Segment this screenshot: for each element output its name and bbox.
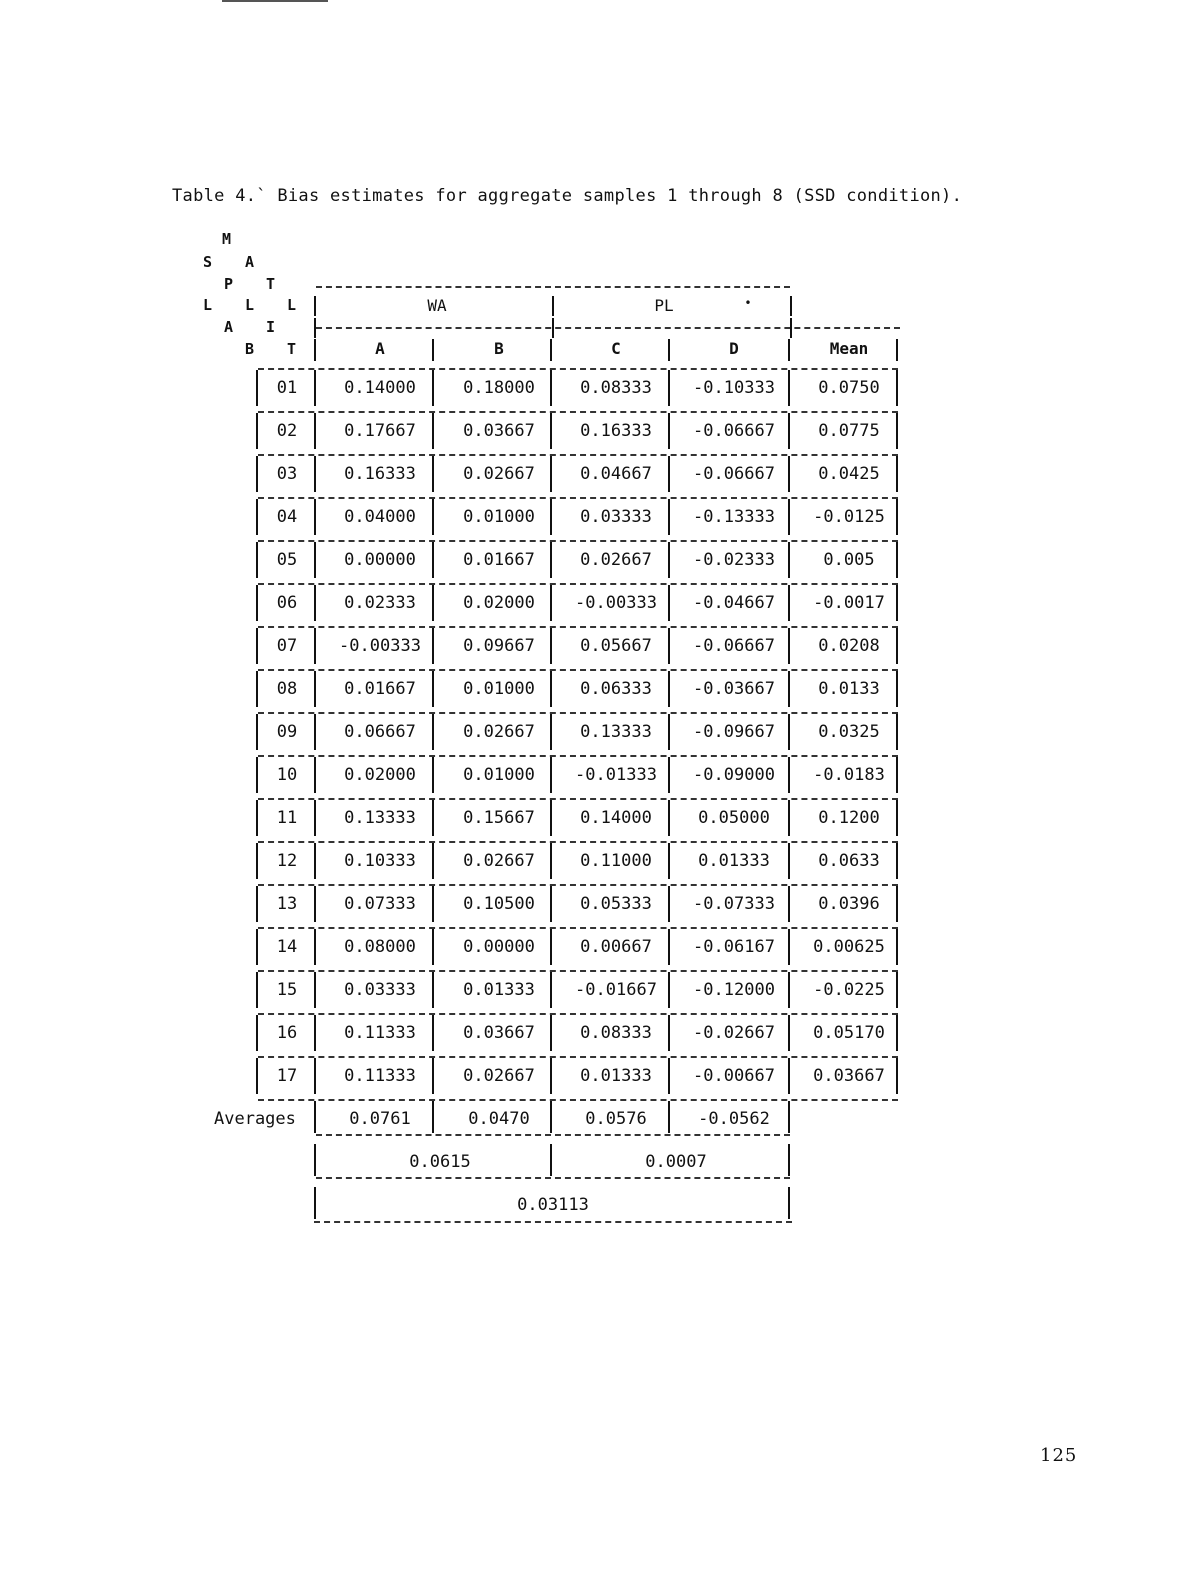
row-pipe	[256, 499, 258, 535]
table-cell: 0.16333	[580, 421, 652, 441]
header-pipe	[314, 296, 316, 316]
row-pipe	[432, 499, 434, 535]
row-id: 07	[276, 636, 298, 656]
average-cell: 0.0470	[468, 1109, 530, 1129]
row-pipe	[256, 929, 258, 965]
row-rule	[258, 411, 898, 413]
row-pipe	[896, 542, 898, 578]
row-pipe	[432, 929, 434, 965]
table-cell: 0.01000	[463, 679, 535, 699]
stub-letter: M	[222, 230, 232, 248]
row-pipe	[432, 757, 434, 793]
row-pipe	[668, 714, 670, 750]
row-pipe	[896, 671, 898, 707]
stub-letter: L	[287, 296, 297, 314]
table-cell: 0.14000	[580, 808, 652, 828]
header-pipe	[668, 339, 670, 361]
table-cell: -0.00667	[693, 1066, 775, 1086]
group-wa-label: WA	[427, 296, 447, 315]
avg-pipe	[314, 1101, 316, 1133]
row-pipe	[314, 800, 316, 836]
overall-pipe	[314, 1187, 316, 1219]
row-pipe	[256, 628, 258, 664]
row-pipe	[550, 413, 552, 449]
row-pipe	[550, 1015, 552, 1051]
table-cell: 0.00667	[580, 937, 652, 957]
stub-letter: T	[287, 340, 297, 358]
row-pipe	[256, 800, 258, 836]
table-cell: -0.06667	[693, 464, 775, 484]
row-pipe	[668, 370, 670, 406]
row-rule	[258, 798, 898, 800]
table-cell: -0.06667	[693, 421, 775, 441]
table-cell: 0.02667	[463, 1066, 535, 1086]
row-pipe	[896, 714, 898, 750]
group-pipe	[788, 1144, 790, 1176]
row-pipe	[550, 628, 552, 664]
row-pipe	[550, 671, 552, 707]
row-id: 16	[276, 1023, 298, 1043]
row-pipe	[256, 757, 258, 793]
row-pipe	[896, 800, 898, 836]
table-cell: -0.00333	[575, 593, 657, 613]
table-cell: 0.0425	[818, 464, 880, 484]
table-cell: -0.02667	[693, 1023, 775, 1043]
table-cell: 0.03667	[813, 1066, 885, 1086]
header-pipe	[552, 318, 554, 338]
row-pipe	[256, 585, 258, 621]
row-pipe	[550, 972, 552, 1008]
row-pipe	[668, 800, 670, 836]
row-pipe	[314, 843, 316, 879]
table-cell: 0.03667	[463, 421, 535, 441]
table-cell: 0.13333	[344, 808, 416, 828]
row-rule	[258, 626, 898, 628]
table-cell: 0.06333	[580, 679, 652, 699]
table-cell: -0.02333	[693, 550, 775, 570]
row-pipe	[668, 671, 670, 707]
table-cell: 0.0750	[818, 378, 880, 398]
row-pipe	[668, 413, 670, 449]
table-cell: 0.14000	[344, 378, 416, 398]
row-pipe	[668, 886, 670, 922]
row-id: 02	[276, 421, 298, 441]
table-cell: 0.01333	[698, 851, 770, 871]
table-cell: 0.11333	[344, 1023, 416, 1043]
row-pipe	[256, 972, 258, 1008]
row-pipe	[550, 929, 552, 965]
table-cell: 0.0325	[818, 722, 880, 742]
row-pipe	[314, 757, 316, 793]
row-pipe	[896, 413, 898, 449]
avg-pipe	[788, 1101, 790, 1133]
row-pipe	[432, 714, 434, 750]
row-pipe	[550, 370, 552, 406]
group-pl-label: PL	[654, 296, 674, 315]
table-cell: 0.02667	[463, 464, 535, 484]
table-cell: 0.02000	[344, 765, 416, 785]
stub-letter: L	[245, 296, 255, 314]
row-pipe	[314, 456, 316, 492]
header-pipe	[314, 318, 316, 338]
row-pipe	[788, 1015, 790, 1051]
table-cell: 0.005	[823, 550, 875, 570]
stub-letter: I	[266, 318, 276, 336]
header-pipe	[790, 296, 792, 316]
averages-label: Averages	[214, 1109, 296, 1129]
table-cell: -0.03667	[693, 679, 775, 699]
row-rule	[258, 454, 898, 456]
row-pipe	[788, 370, 790, 406]
header-pipe	[550, 339, 552, 361]
row-pipe	[256, 886, 258, 922]
row-pipe	[668, 1058, 670, 1094]
row-pipe	[550, 757, 552, 793]
overall-pipe	[788, 1187, 790, 1219]
header-pipe	[790, 318, 792, 338]
row-pipe	[256, 714, 258, 750]
row-id: 04	[276, 507, 298, 527]
row-pipe	[788, 499, 790, 535]
row-pipe	[788, 413, 790, 449]
row-rule	[258, 540, 898, 542]
table-cell: 0.00000	[344, 550, 416, 570]
table-cell: -0.09000	[693, 765, 775, 785]
row-pipe	[896, 929, 898, 965]
row-pipe	[550, 585, 552, 621]
row-pipe	[788, 886, 790, 922]
table-cell: 0.05667	[580, 636, 652, 656]
table-cell: -0.0183	[813, 765, 885, 785]
row-pipe	[788, 972, 790, 1008]
table-cell: 0.02667	[580, 550, 652, 570]
row-pipe	[550, 714, 552, 750]
table-cell: 0.04667	[580, 464, 652, 484]
row-pipe	[432, 542, 434, 578]
group-pl-average: 0.0007	[645, 1152, 707, 1172]
row-pipe	[896, 1015, 898, 1051]
table-cell: 0.05333	[580, 894, 652, 914]
row-pipe	[896, 1058, 898, 1094]
table-cell: -0.01333	[575, 765, 657, 785]
table-cell: 0.0133	[818, 679, 880, 699]
table-cell: 0.11000	[580, 851, 652, 871]
table-cell: 0.01000	[463, 507, 535, 527]
table-cell: 0.04000	[344, 507, 416, 527]
stub-letter: L	[203, 296, 213, 314]
row-rule	[258, 1056, 898, 1058]
table-cell: 0.08000	[344, 937, 416, 957]
row-rule	[258, 712, 898, 714]
table-cell: 0.1200	[818, 808, 880, 828]
row-pipe	[788, 585, 790, 621]
row-pipe	[896, 886, 898, 922]
row-pipe	[314, 370, 316, 406]
row-id: 13	[276, 894, 298, 914]
row-pipe	[896, 972, 898, 1008]
row-pipe	[432, 972, 434, 1008]
row-pipe	[788, 1058, 790, 1094]
group-pipe	[550, 1144, 552, 1176]
page-number: 125	[1040, 1445, 1078, 1466]
row-pipe	[314, 585, 316, 621]
row-id: 10	[276, 765, 298, 785]
row-pipe	[788, 757, 790, 793]
row-pipe	[896, 757, 898, 793]
row-pipe	[668, 542, 670, 578]
header-pipe	[314, 339, 316, 361]
row-id: 14	[276, 937, 298, 957]
overall-average: 0.03113	[517, 1195, 589, 1215]
row-pipe	[314, 413, 316, 449]
row-id: 01	[276, 378, 298, 398]
row-pipe	[432, 1058, 434, 1094]
row-pipe	[668, 972, 670, 1008]
row-id: 12	[276, 851, 298, 871]
column-header-c: C	[611, 339, 621, 358]
table-cell: -0.12000	[693, 980, 775, 1000]
row-pipe	[314, 628, 316, 664]
row-pipe	[788, 929, 790, 965]
table-cell: 0.11333	[344, 1066, 416, 1086]
row-rule	[258, 927, 898, 929]
table-cell: 0.03333	[344, 980, 416, 1000]
table-cell: 0.13333	[580, 722, 652, 742]
row-pipe	[314, 886, 316, 922]
header-pipe	[788, 339, 790, 361]
row-pipe	[550, 456, 552, 492]
row-pipe	[256, 1015, 258, 1051]
table-cell: 0.01667	[463, 550, 535, 570]
table-cell: 0.01333	[463, 980, 535, 1000]
table-cell: -0.06167	[693, 937, 775, 957]
row-pipe	[314, 1058, 316, 1094]
row-pipe	[550, 886, 552, 922]
table-cell: 0.10333	[344, 851, 416, 871]
table-cell: 0.02667	[463, 851, 535, 871]
table-cell: 0.06667	[344, 722, 416, 742]
stub-letter: S	[203, 253, 213, 271]
row-rule	[258, 970, 898, 972]
table-cell: 0.0396	[818, 894, 880, 914]
row-rule	[258, 583, 898, 585]
group-pipe	[314, 1144, 316, 1176]
stub-letter: T	[266, 275, 276, 293]
table-cell: 0.03667	[463, 1023, 535, 1043]
table-cell: 0.0208	[818, 636, 880, 656]
row-pipe	[256, 671, 258, 707]
table-cell: 0.00000	[463, 937, 535, 957]
table-cell: 0.18000	[463, 378, 535, 398]
row-pipe	[314, 499, 316, 535]
table-cell: 0.00625	[813, 937, 885, 957]
table-cell: 0.08333	[580, 1023, 652, 1043]
row-pipe	[256, 1058, 258, 1094]
row-pipe	[314, 714, 316, 750]
row-rule	[258, 1099, 898, 1101]
row-rule	[258, 1013, 898, 1015]
row-pipe	[432, 671, 434, 707]
row-pipe	[668, 456, 670, 492]
row-pipe	[668, 499, 670, 535]
row-pipe	[314, 1015, 316, 1051]
row-pipe	[668, 628, 670, 664]
stub-letter: A	[245, 253, 255, 271]
row-pipe	[550, 843, 552, 879]
stub-letter: B	[245, 340, 255, 358]
row-pipe	[896, 499, 898, 535]
table-cell: 0.16333	[344, 464, 416, 484]
table-cell: 0.01667	[344, 679, 416, 699]
table-cell: 0.05170	[813, 1023, 885, 1043]
row-pipe	[668, 1015, 670, 1051]
stub-letter: A	[224, 318, 234, 336]
bottom-rule	[314, 1221, 792, 1223]
average-cell: 0.0761	[349, 1109, 411, 1129]
group-wa-average: 0.0615	[409, 1152, 471, 1172]
table-cell: -0.01667	[575, 980, 657, 1000]
row-pipe	[256, 456, 258, 492]
avg-pipe	[668, 1101, 670, 1133]
row-pipe	[550, 542, 552, 578]
row-pipe	[788, 628, 790, 664]
header-pipe	[432, 339, 434, 361]
row-pipe	[432, 413, 434, 449]
table-cell: 0.05000	[698, 808, 770, 828]
header-pipe	[896, 339, 898, 361]
row-rule	[258, 755, 898, 757]
average-cell: 0.0576	[585, 1109, 647, 1129]
table-cell: 0.15667	[463, 808, 535, 828]
row-pipe	[668, 843, 670, 879]
table-cell: 0.01333	[580, 1066, 652, 1086]
row-rule	[258, 368, 898, 370]
row-pipe	[256, 413, 258, 449]
table-caption: Table 4.` Bias estimates for aggregate samples 1 through 8 (SSD condition).	[172, 186, 963, 206]
row-pipe	[314, 671, 316, 707]
row-pipe	[432, 843, 434, 879]
row-pipe	[668, 585, 670, 621]
row-id: 03	[276, 464, 298, 484]
column-header-a: A	[375, 339, 385, 358]
row-pipe	[432, 886, 434, 922]
row-pipe	[896, 585, 898, 621]
row-id: 15	[276, 980, 298, 1000]
row-pipe	[314, 929, 316, 965]
row-id: 09	[276, 722, 298, 742]
row-pipe	[432, 1015, 434, 1051]
header-mid-rule	[316, 327, 900, 329]
row-pipe	[896, 456, 898, 492]
column-header-mean: Mean	[829, 339, 869, 358]
row-pipe	[788, 800, 790, 836]
row-rule	[258, 669, 898, 671]
row-pipe	[314, 972, 316, 1008]
row-id: 06	[276, 593, 298, 613]
table-cell: -0.0225	[813, 980, 885, 1000]
row-pipe	[432, 800, 434, 836]
top-edge-mark	[222, 0, 328, 2]
row-id: 08	[276, 679, 298, 699]
row-pipe	[788, 456, 790, 492]
row-pipe	[896, 843, 898, 879]
table-cell: -0.00333	[339, 636, 421, 656]
row-pipe	[314, 542, 316, 578]
stub-letter: P	[224, 275, 234, 293]
avg-rule	[316, 1134, 790, 1136]
row-pipe	[788, 542, 790, 578]
header-top-rule	[316, 286, 790, 288]
row-pipe	[550, 499, 552, 535]
column-header-b: B	[494, 339, 504, 358]
table-cell: -0.0017	[813, 593, 885, 613]
table-cell: 0.0633	[818, 851, 880, 871]
row-id: 05	[276, 550, 298, 570]
row-pipe	[896, 370, 898, 406]
table-cell: -0.06667	[693, 636, 775, 656]
table-cell: 0.07333	[344, 894, 416, 914]
column-header-d: D	[729, 339, 739, 358]
header-pipe	[552, 296, 554, 316]
row-pipe	[550, 800, 552, 836]
table-cell: -0.0125	[813, 507, 885, 527]
table-cell: 0.02667	[463, 722, 535, 742]
table-cell: 0.17667	[344, 421, 416, 441]
row-pipe	[256, 542, 258, 578]
row-pipe	[668, 929, 670, 965]
row-pipe	[896, 628, 898, 664]
row-pipe	[788, 714, 790, 750]
row-pipe	[432, 370, 434, 406]
table-cell: 0.01000	[463, 765, 535, 785]
row-rule	[258, 884, 898, 886]
row-pipe	[788, 843, 790, 879]
table-cell: -0.07333	[693, 894, 775, 914]
row-pipe	[432, 585, 434, 621]
group-rule	[316, 1177, 790, 1179]
row-pipe	[550, 1058, 552, 1094]
row-rule	[258, 841, 898, 843]
row-id: 17	[276, 1066, 298, 1086]
row-pipe	[668, 757, 670, 793]
row-pipe	[256, 843, 258, 879]
average-cell: -0.0562	[698, 1109, 770, 1129]
table-cell: 0.10500	[463, 894, 535, 914]
avg-pipe	[550, 1101, 552, 1133]
table-cell: 0.02000	[463, 593, 535, 613]
row-pipe	[432, 456, 434, 492]
table-cell: -0.09667	[693, 722, 775, 742]
table-cell: 0.03333	[580, 507, 652, 527]
table-cell: -0.10333	[693, 378, 775, 398]
table-cell: 0.02333	[344, 593, 416, 613]
table-cell: -0.04667	[693, 593, 775, 613]
row-id: 11	[276, 808, 298, 828]
avg-pipe	[432, 1101, 434, 1133]
row-pipe	[788, 671, 790, 707]
pl-dot-mark: •	[744, 296, 752, 310]
row-pipe	[432, 628, 434, 664]
table-cell: 0.08333	[580, 378, 652, 398]
table-cell: 0.0775	[818, 421, 880, 441]
row-rule	[258, 497, 898, 499]
table-cell: -0.13333	[693, 507, 775, 527]
row-pipe	[256, 370, 258, 406]
table-cell: 0.09667	[463, 636, 535, 656]
